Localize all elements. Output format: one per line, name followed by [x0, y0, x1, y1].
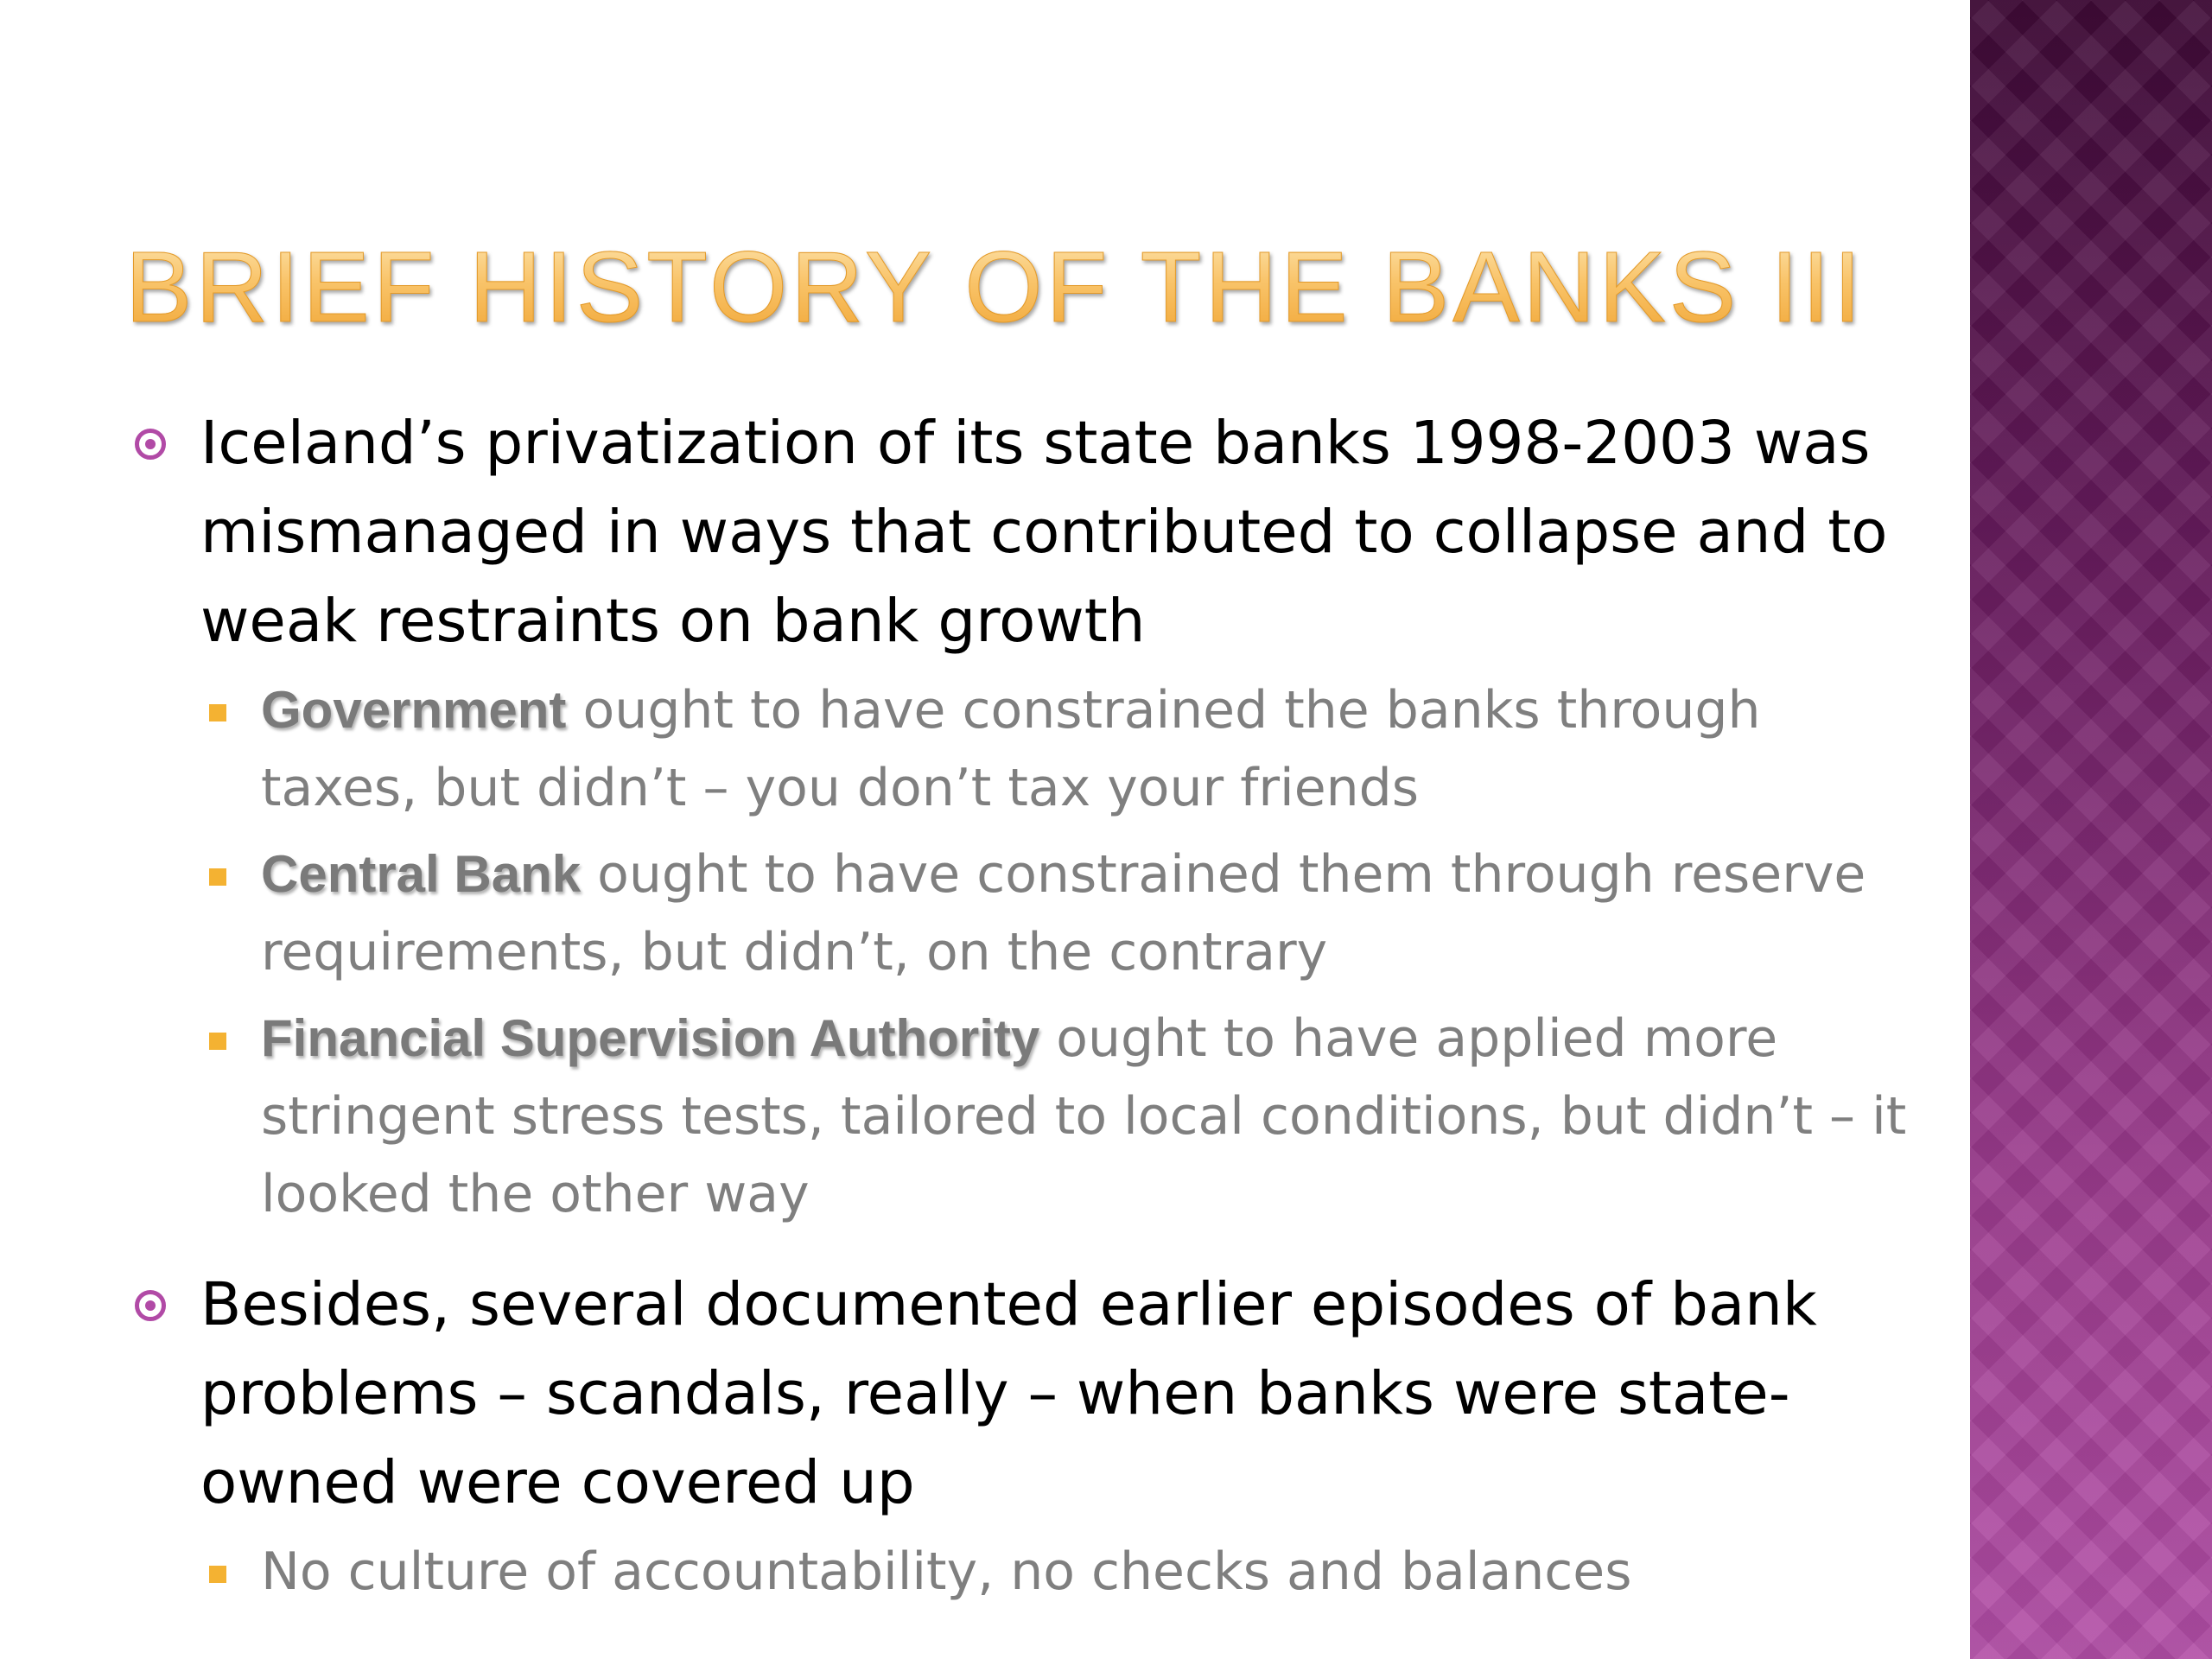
sub-bullet-item	[130, 1000, 1910, 1233]
sub-bullet-text: No culture of accountability, no checks and balances	[261, 1541, 1632, 1602]
square-bullet-icon	[209, 1033, 226, 1050]
bullet-item	[130, 1261, 1910, 1528]
sub-bullet-list	[130, 1533, 1910, 1611]
bullet-item	[130, 399, 1910, 666]
sub-bullet-item	[130, 1533, 1910, 1611]
sub-bullet-item	[130, 671, 1910, 827]
decorative-side-band	[1970, 0, 2212, 1659]
sub-bullet-list	[130, 671, 1910, 1233]
slide-title: BRIEF HISTORY OF THE BANKS III	[125, 231, 1865, 343]
square-bullet-icon	[209, 1566, 226, 1583]
sub-bullet-text: ought to have applied more stringent stress tests, tailored to local conditions, but didn’t – it looked the other way	[261, 1008, 1907, 1224]
circle-bullet-icon	[135, 429, 166, 460]
square-bullet-icon	[209, 704, 226, 721]
sub-bullet-item	[130, 836, 1910, 991]
sub-bullet-text: ought to have constrained them through reserve requirements, but didn’t, on the contrary	[261, 844, 1866, 982]
circle-bullet-icon	[135, 1290, 166, 1321]
slide-body	[130, 399, 1910, 1619]
bullet-text: Besides, several documented earlier episodes of bank problems – scandals, really – when banks were state-owned were covered up	[200, 1270, 1817, 1517]
sub-bullet-emphasis: Financial Supervision Authority	[261, 1009, 1040, 1067]
bullet-text: Iceland’s privatization of its state banks 1998-2003 was mismanaged in ways that contributed to collapse and to weak restraints on bank growth	[200, 409, 1888, 656]
square-bullet-icon	[209, 868, 226, 886]
sub-bullet-emphasis: Government	[261, 681, 567, 739]
sub-bullet-text: ought to have constrained the banks through taxes, but didn’t – you don’t tax your friends	[261, 680, 1761, 818]
sub-bullet-emphasis: Central Bank	[261, 845, 582, 903]
